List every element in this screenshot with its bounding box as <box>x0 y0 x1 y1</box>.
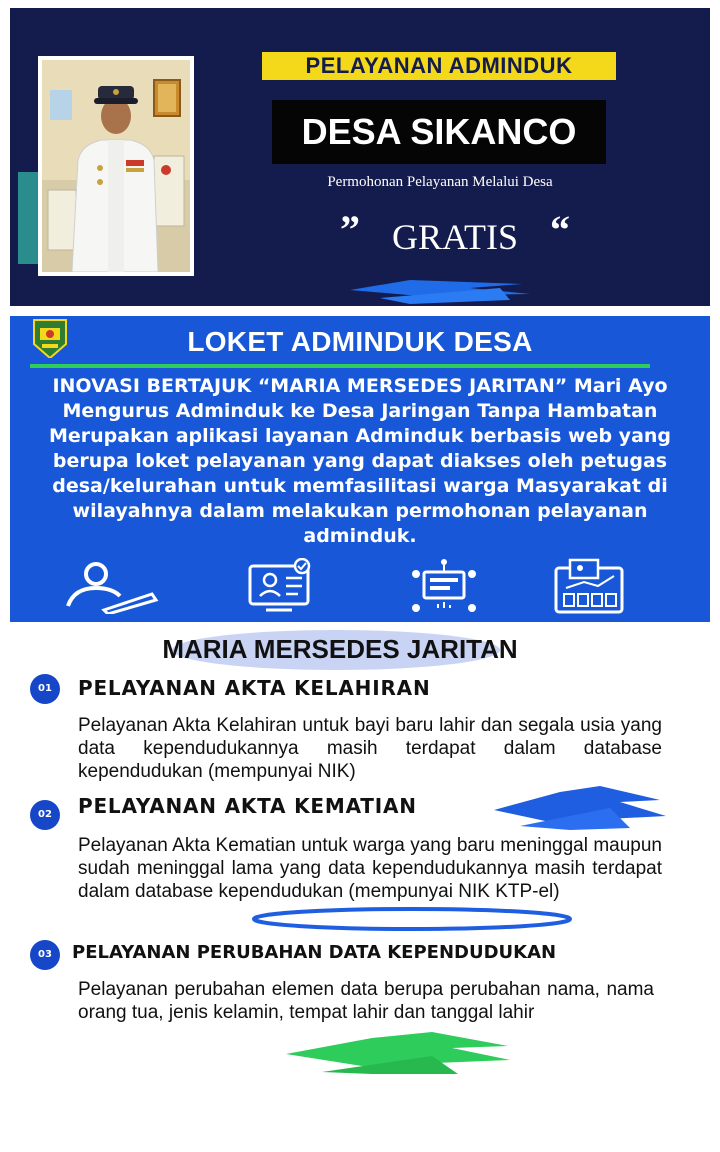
service-heading-kelahiran: PELAYANAN AKTA KELAHIRAN <box>78 676 431 700</box>
service-number-badge: 02 <box>30 800 60 830</box>
computer-profile-icon <box>246 558 316 614</box>
band-underline <box>30 364 650 368</box>
header-arrows-decoration-icon <box>350 276 530 304</box>
user-edit-icon <box>60 558 160 614</box>
section-title: MARIA MERSEDES JARITAN <box>162 634 518 664</box>
service-description-perubahan-data: Pelayanan perubahan elemen data berupa perubahan nama, nama orang tua, jenis kelamin, tempat lahir dan tanggal lahir <box>78 979 654 1023</box>
oval-underline-decoration-icon <box>250 904 574 934</box>
gratis-label: GRATIS <box>391 217 519 257</box>
section-title-wrap <box>0 626 720 672</box>
band-title: LOKET ADMINDUK DESA <box>187 326 533 357</box>
service-heading-kematian: PELAYANAN AKTA KEMATIAN <box>78 794 417 818</box>
gratis-row <box>330 207 580 266</box>
green-arrows-decoration-icon <box>282 1028 514 1074</box>
header-subtitle: Permohonan Pelayanan Melalui Desa <box>327 174 553 190</box>
loket-band <box>10 316 710 622</box>
official-portrait-icon <box>42 60 190 272</box>
network-monitor-icon <box>408 558 480 614</box>
service-description-kelahiran: Pelayanan Akta Kelahiran untuk bayi baru lahir dan segala usia yang data kependudukannya masih terdapat dalam database kependudukan (mempunyai NIK) <box>78 715 662 782</box>
header-banner <box>10 8 710 306</box>
data-chart-icon <box>554 558 624 614</box>
service-tag: PELAYANAN ADMINDUK <box>262 52 616 80</box>
band-description: INOVASI BERTAJUK “MARIA MERSEDES JARITAN” Mari Ayo Mengurus Adminduk ke Desa Jaringan Tanpa Hambatan Merupakan aplikasi layanan Adminduk berbasis web yang berupa loket pelayanan yang dapat diakses oleh petugas desa/kelurahan untuk memfasilitasi warga Masyarakat di wilayahnya dalam melakukan permohonan pelayanan adminduk. <box>48 375 672 547</box>
service-heading-perubahan-data: PELAYANAN PERUBAHAN DATA KEPENDUDUKAN <box>72 942 557 963</box>
service-description-kematian: Pelayanan Akta Kematian untuk warga yang baru meninggal maupun sudah meninggal lama yang data kependudukannya masih terdapat dalam database kependudukan (mempunyai NIK KTP-el) <box>78 835 662 902</box>
arrows-decoration-icon <box>490 782 670 830</box>
quote-open: ” <box>340 207 360 252</box>
service-number-badge: 01 <box>30 674 60 704</box>
quote-close: “ <box>550 207 570 252</box>
village-name: DESA SIKANCO <box>301 111 577 152</box>
official-photo <box>38 56 194 276</box>
service-number-badge: 03 <box>30 940 60 970</box>
